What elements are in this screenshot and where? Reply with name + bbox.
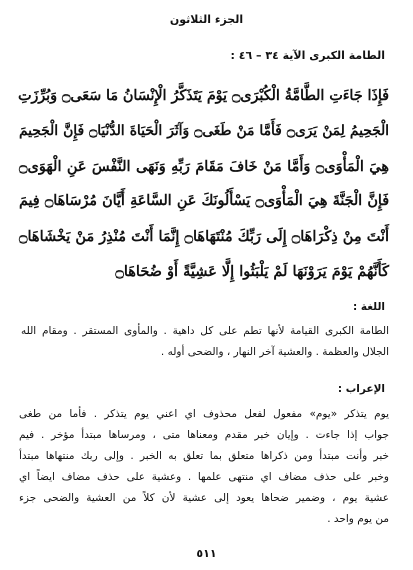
irab-line: من يوم واحد . — [327, 513, 389, 525]
verse-line: الْجَحِيمُ لِمَنْ يَرَى۝ فَأَمَّا مَنْ طَغَى۝ وَآثَرَ الْحَيَاةَ الدُّنْيَا۝ فَإِنَّ الْجَحِيمَ — [19, 123, 389, 139]
verse-line: فَإِنَّ الْجَنَّةَ هِيَ الْمَأْوَى۝ يَسْأَلُونَكَ عَنِ السَّاعَةِ أَيَّانَ مُرْسَاهَا۝ فِيمَ — [19, 193, 390, 209]
running-head: الجزء الثلاثون — [169, 13, 244, 26]
section-title: الطامة الكبرى الآية ٣٤ – ٤٦ : — [230, 49, 385, 62]
lexicon-heading: اللغة : — [353, 301, 385, 313]
verse-line: كَأَنَّهُمْ يَوْمَ يَرَوْنَهَا لَمْ يَلْبَثُوا إِلَّا عَشِيَّةً أَوْ ضُحَاهَا۝ — [115, 263, 389, 280]
irab-line: جواب إذا جاءت . وإيان خبر مقدم ومعناها متى ، ومرساها مبتدأ مؤخر . فيم — [19, 429, 389, 441]
verse-line: فَإِذَا جَاءَتِ الطَّامَّةُ الْكُبْرَى۝ يَوْمَ يَتَذَكَّرُ الْإِنْسَانُ مَا سَعَى۝ وَبُرِّزَتِ — [18, 88, 389, 104]
lexicon-paragraph — [21, 321, 389, 363]
lexicon-line: الطامة الكبرى القيامة لأنها تطم على كل داهية . والمأوى المستقر . ومقام الله — [21, 325, 389, 337]
lexicon-line: الجلال والعظمة . والعشية آخر النهار ، والضحى أوله . — [160, 346, 389, 358]
irab-line: يوم يتذكر «يوم» مفعول لفعل محذوف اي اعني يوم يتذكر . فأما من طغى — [19, 408, 389, 420]
irab-line: وخبر على حذف مضاف اي منتهى علمها . وعشية على حذف مضاف ايضاً اي — [19, 471, 389, 483]
irab-line: عشية يوم ، وضمير ضحاها يعود إلى عشية لأن كلاً من العشية والضحى جزء — [19, 492, 389, 504]
irab-paragraph — [19, 404, 389, 530]
page-number: ٥١١ — [196, 547, 217, 560]
irab-heading: الإعراب : — [337, 383, 385, 395]
verse-line: هِيَ الْمَأْوَى۝ وَأَمَّا مَنْ خَافَ مَقَامَ رَبِّهِ وَنَهَى النَّفْسَ عَنِ الْهَوَى۝ — [19, 158, 389, 175]
quran-verses — [19, 79, 389, 289]
verse-line: أَنْتَ مِنْ ذِكْرَاهَا۝ إِلَى رَبِّكَ مُنْتَهَاهَا۝ إِنَّمَا أَنْتَ مُنْذِرُ مَنْ يَخْشَاهَا۝ — [19, 228, 389, 245]
irab-line: خبر وأنت مبتدأ ومن ذكراها متعلق بما تعلق به الخبر . وإلى ربك منتهاها مبتدأ — [19, 450, 389, 462]
